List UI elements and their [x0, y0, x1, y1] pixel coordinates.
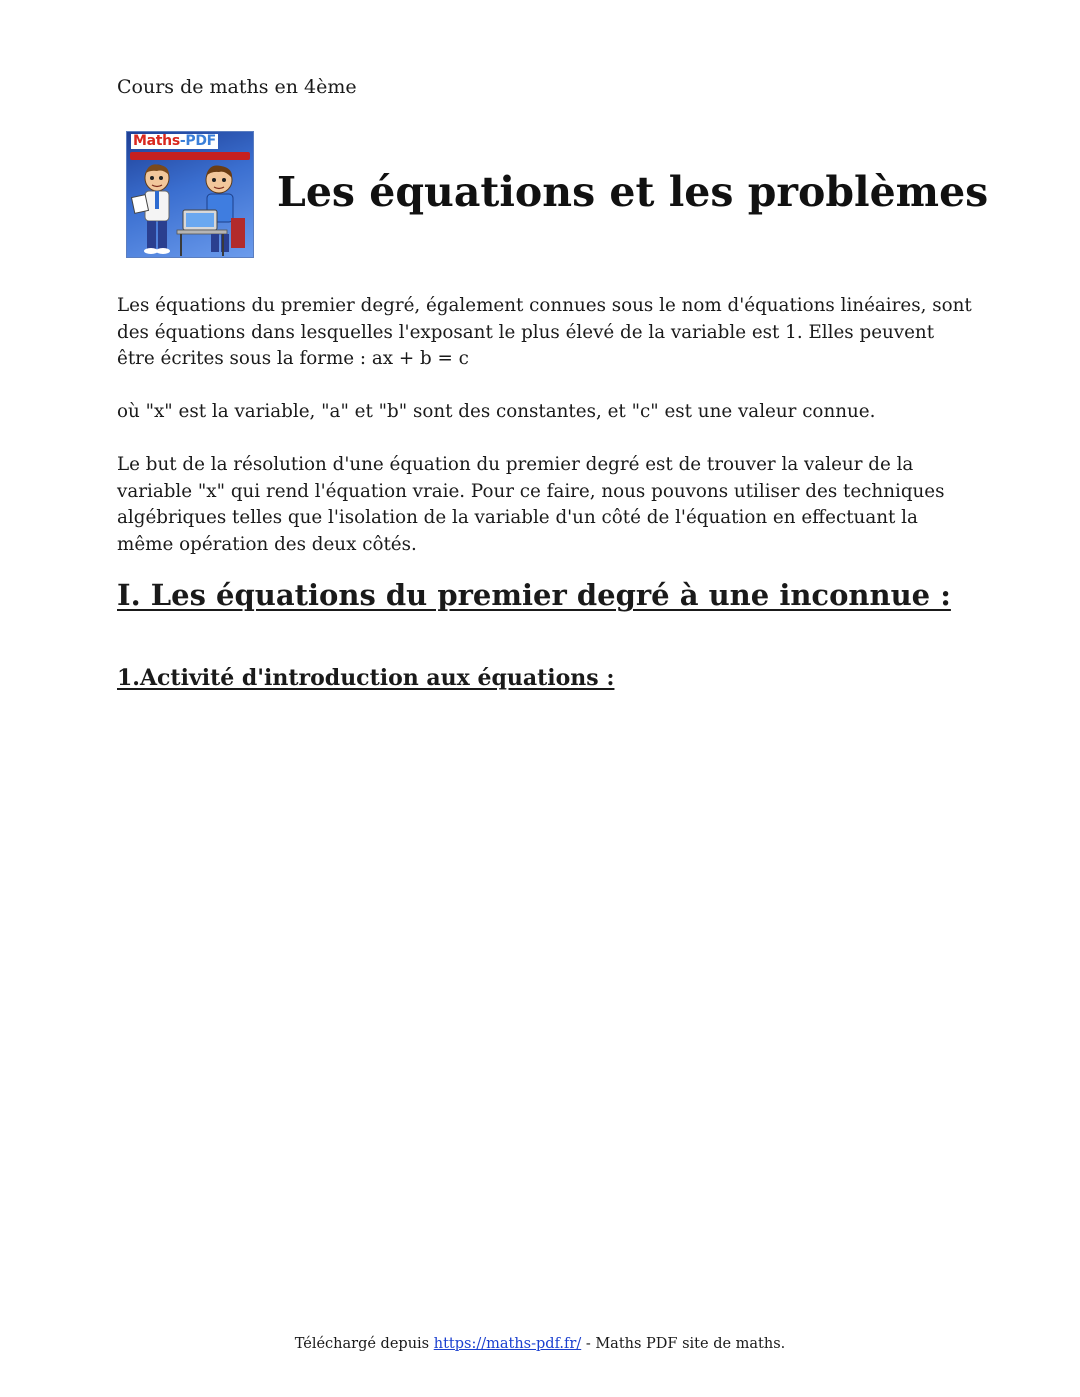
character-right [177, 165, 245, 256]
section-heading: I. Les équations du premier degré à une inconnue : [117, 578, 951, 612]
logo-word-pdf: -PDF [179, 133, 216, 149]
subsection-heading: 1.Activité d'introduction aux équations : [117, 665, 615, 691]
footer [0, 1336, 1080, 1352]
intro-paragraph: Les équations du premier degré, également connues sous le nom d'équations linéaires, sont des équations dans lesquelles l'exposant le plus élevé de la variable est 1. Elles peuvent être écrites sous la forme : ax + b = c [117, 295, 972, 369]
logo-illustration [127, 160, 253, 257]
page-title: Les équations et les problèmes [277, 168, 989, 216]
logo-word-maths: Maths [133, 133, 180, 149]
footer-suffix: - Maths PDF site de maths. [581, 1336, 786, 1352]
variables-paragraph: où "x" est la variable, "a" et "b" sont des constantes, et "c" est une valeur connue. [117, 401, 876, 422]
character-left [131, 164, 170, 254]
footer-link[interactable]: https://maths-pdf.fr/ [433, 1336, 582, 1352]
footer-prefix: Téléchargé depuis [294, 1336, 434, 1352]
resolution-paragraph: Le but de la résolution d'une équation du premier degré est de trouver la valeur de la variable "x" qui rend l'équation vraie. Pour ce faire, nous pouvons utiliser des techniques algébriques telles que l'isolation de la variable d'un côté de l'équation en effectuant la même opération des deux côtés. [117, 454, 945, 555]
logo-wordmark [131, 134, 218, 149]
logo-tagline-bar [130, 152, 250, 160]
maths-pdf-logo [126, 131, 254, 258]
course-label: Cours de maths en 4ème [117, 76, 357, 98]
